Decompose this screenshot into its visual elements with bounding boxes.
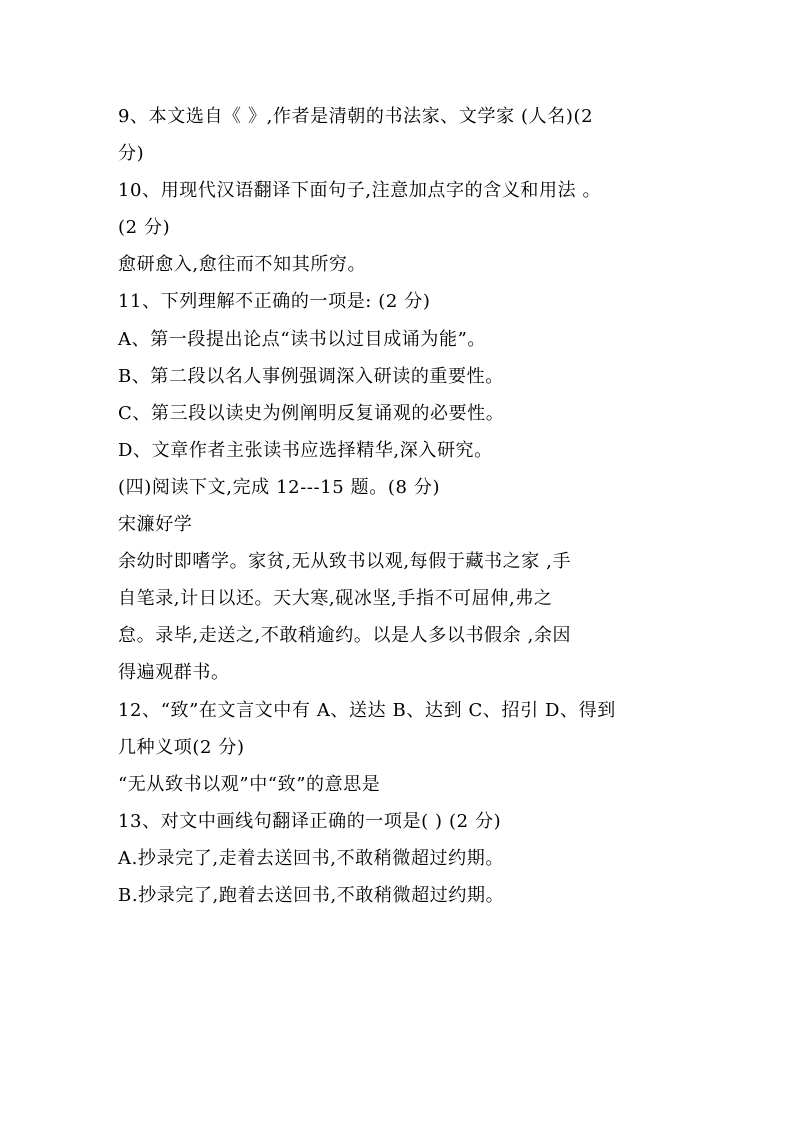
passage-line-1: 余幼时即嗜学。家贫,无从致书以观,每假于藏书之家 ,手: [118, 551, 572, 573]
passage-line-3: 怠。录毕,走送之,不敢稍逾约。以是人多以书假余 ,余因: [118, 625, 572, 647]
question-10-line-2: (2 分): [118, 217, 171, 239]
passage-line-2: 自笔录,计日以还。天大寒,砚冰坚,手指不可屈伸,弗之: [118, 588, 553, 610]
passage-line-4: 得遍观群书。: [118, 662, 230, 684]
question-12-line-1: 12、“致”在文言文中有 A、送达 B、达到 C、招引 D、得到: [118, 699, 616, 721]
question-11-option-b: B、第二段以名人事例强调深入研读的重要性。: [118, 365, 504, 387]
question-11-option-d: D、文章作者主张读书应选择精华,深入研究。: [118, 439, 493, 461]
question-13-stem: 13、对文中画线句翻译正确的一项是( ) (2 分): [118, 810, 502, 832]
question-9-line-2: 分): [118, 143, 145, 165]
question-11-option-c: C、第三段以读史为例阐明反复诵观的必要性。: [118, 402, 505, 424]
question-13-option-b: B.抄录完了,跑着去送回书,不敢稍微超过约期。: [118, 884, 505, 906]
question-11-option-a: A、第一段提出论点“读书以过目成诵为能”。: [118, 328, 487, 350]
document-body: [118, 98, 678, 914]
passage-title: 宋濂好学: [118, 514, 193, 536]
question-11-stem: 11、下列理解不正确的一项是: (2 分): [118, 291, 431, 313]
question-10-line-1: 10、用现代汉语翻译下面句子,注意加点字的含义和用法 。: [118, 180, 602, 202]
section-4-heading: (四)阅读下文,完成 12---15 题。(8 分): [118, 476, 441, 498]
question-13-option-a: A.抄录完了,走着去送回书,不敢稍微超过约期。: [118, 847, 504, 869]
question-9-line-1: 9、本文选自《 》,作者是清朝的书法家、文学家 (人名)(2: [118, 106, 594, 127]
translation-sentence: 愈研愈入,愈往而不知其所穷。: [118, 254, 367, 276]
question-12-prompt: “无从致书以观”中“致”的意思是: [118, 773, 381, 795]
question-12-line-2: 几种义项(2 分): [118, 736, 245, 758]
